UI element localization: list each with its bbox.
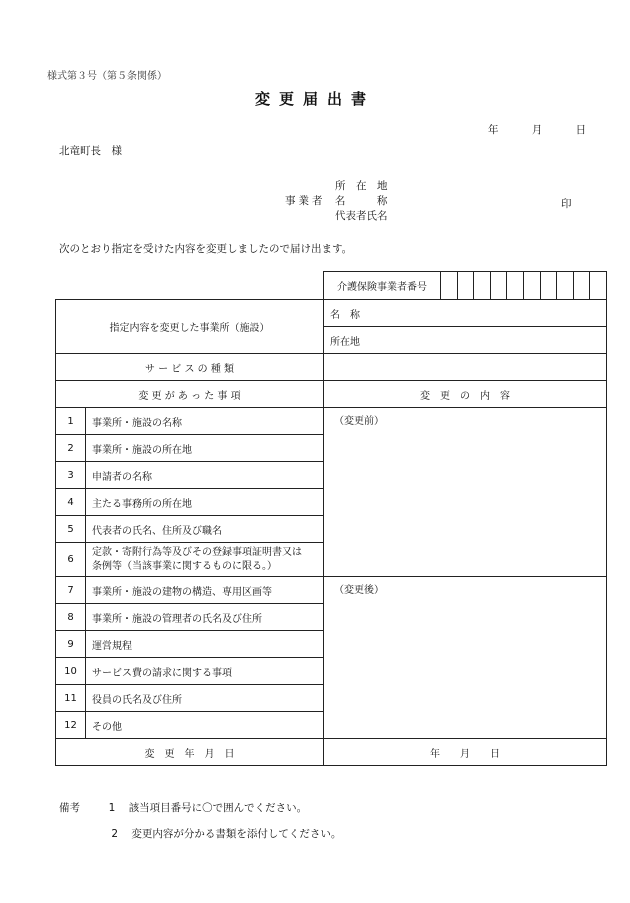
after-change-label: （変更後） [334, 585, 384, 596]
before-change-label: （変更前） [334, 416, 384, 427]
item-number[interactable]: 3 [56, 462, 86, 489]
applicant-name-label: 名 称 [334, 195, 388, 207]
notes [59, 801, 341, 853]
item-label: 役員の氏名及び住所 [86, 685, 324, 712]
change-content-header: 変 更 の 内 容 [324, 381, 607, 408]
item-label-line: 条例等（当該事業に関するものに限る。） [92, 560, 277, 572]
note-text: 該当項目番号に〇で囲んでください。 [128, 802, 308, 814]
item-number[interactable]: 5 [56, 516, 86, 543]
before-change-field[interactable] [324, 408, 607, 577]
facility-label: 指定内容を変更した事業所（施設） [56, 300, 324, 354]
service-type-field[interactable] [324, 354, 607, 381]
item-label: 主たる事務所の所在地 [86, 489, 324, 516]
change-date-label: 変 更 年 月 日 [56, 739, 324, 766]
item-number[interactable]: 4 [56, 489, 86, 516]
applicant-group-label: 事業者 [285, 195, 326, 207]
item-label: 事業所・施設の名称 [86, 408, 324, 435]
item-label: 事業所・施設の管理者の氏名及び住所 [86, 604, 324, 631]
item-label-line: 定款・寄附行為等及びその登録事項証明書又は [92, 546, 302, 558]
insurer-number-boxes[interactable] [441, 272, 607, 300]
form-number-label: 様式第３号（第５条関係） [47, 71, 167, 82]
item-label: 運営規程 [86, 631, 324, 658]
applicant-block [285, 179, 388, 224]
applicant-representative-label: 代表者氏名 [335, 210, 388, 222]
item-label [86, 543, 324, 577]
seal-mark: 印 [561, 198, 572, 210]
item-number[interactable]: 7 [56, 577, 86, 604]
change-form-table [55, 271, 607, 766]
facility-address-label[interactable]: 所在地 [324, 327, 607, 354]
item-number[interactable]: 12 [56, 712, 86, 739]
facility-name-label[interactable]: 名 称 [324, 300, 607, 327]
addressee: 北竜町長 様 [59, 145, 122, 157]
insurer-number-label: 介護保険事業者番号 [324, 272, 441, 300]
item-label: 申請者の名称 [86, 462, 324, 489]
item-label: サービス費の請求に関する事項 [86, 658, 324, 685]
document-title: 変更届出書 [254, 90, 375, 108]
note-number: 1 [108, 802, 116, 814]
item-number[interactable]: 1 [56, 408, 86, 435]
note-number: 2 [111, 828, 118, 840]
item-number[interactable]: 9 [56, 631, 86, 658]
item-number[interactable]: 11 [56, 685, 86, 712]
change-date-field[interactable]: 年 月 日 [324, 739, 607, 766]
service-type-label: サ ー ビ ス の 種 類 [56, 354, 324, 381]
item-label: 代表者の氏名、住所及び職名 [86, 516, 324, 543]
item-label: 事業所・施設の所在地 [86, 435, 324, 462]
notes-label: 備考 [59, 802, 80, 814]
after-change-field[interactable] [324, 577, 607, 739]
item-label: 事業所・施設の建物の構造、専用区画等 [86, 577, 324, 604]
item-number[interactable]: 8 [56, 604, 86, 631]
applicant-address-label: 所 在 地 [335, 180, 388, 192]
submission-date-field[interactable]: 年 月 日 [488, 124, 587, 136]
changed-items-header: 変 更 が あ っ た 事 項 [56, 381, 324, 408]
note-text: 変更内容が分かる書類を添付してください。 [131, 828, 342, 840]
item-label: その他 [86, 712, 324, 739]
item-number[interactable]: 10 [56, 658, 86, 685]
intro-text: 次のとおり指定を受けた内容を変更しましたので届け出ます。 [59, 243, 353, 255]
item-number[interactable]: 2 [56, 435, 86, 462]
item-number[interactable]: 6 [56, 543, 86, 577]
